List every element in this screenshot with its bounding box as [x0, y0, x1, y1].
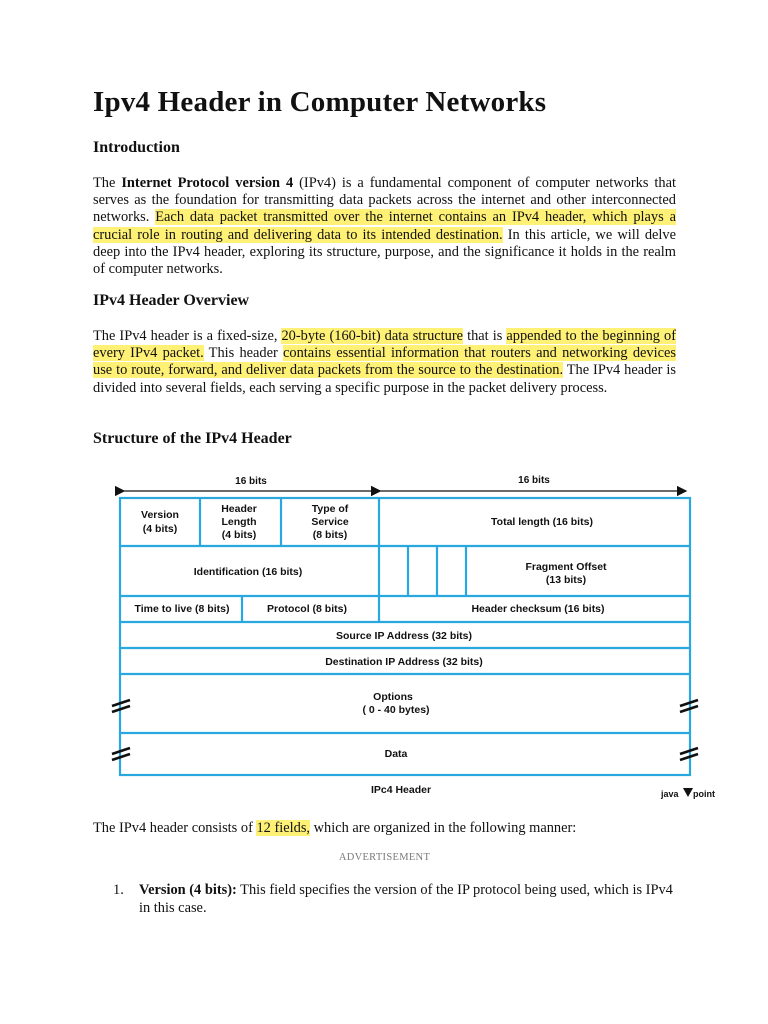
type-of-service-bits: (8 bits): [312, 529, 348, 541]
version-label: Version: [141, 509, 179, 521]
logo-text: java: [661, 789, 679, 799]
page-title: Ipv4 Header in Computer Networks: [93, 86, 547, 118]
identification-label: Identification (16 bits): [193, 566, 303, 578]
logo-text: point: [693, 789, 715, 799]
overview-paragraph: The IPv4 header is a fixed-size, 20-byte (160-bit) data structure that is appended to the beginning of every IPv4 packet. This header contains essential information that routers and networking devices use to route, forward, and deliver data packets from the source to the destination. The IPv4 header is divided into several fields, each serving a specific purpose in the packet delivery process.: [93, 328, 676, 396]
type-of-service-label: Type of: [311, 503, 349, 515]
fragment-offset-bits: (13 bits): [545, 574, 587, 586]
data-label: Data: [384, 748, 408, 760]
highlight: 20-byte (160-bit) data structure: [281, 328, 464, 344]
ttl-label: Time to live (8 bits): [134, 603, 230, 615]
type-of-service-label: Service: [311, 516, 349, 528]
advertisement-label: ADVERTISEMENT: [338, 852, 431, 863]
header-checksum-label: Header checksum (16 bits): [471, 603, 605, 615]
highlight: Each data packet transmitted over the internet contains an IPv4 header, which plays a crucial role in routing and delivering data to its intended destination.: [93, 209, 676, 243]
bits-label-left: 16 bits: [235, 476, 267, 487]
bits-label-right: 16 bits: [518, 475, 550, 486]
list-item: 1. Version (4 bits): This field specifies the version of the IP protocol being used, which is IPv4 in this case.: [113, 882, 673, 916]
logo-triangle-icon: [683, 788, 693, 797]
introduction-heading: Introduction: [93, 139, 180, 156]
highlight: contains essential information that routers and networking devices use to route, forward, and deliver data packets from the source to the destination.: [93, 345, 676, 379]
highlight: appended to the beginning of every IPv4 packet.: [93, 328, 676, 362]
version-bits: (4 bits): [142, 523, 178, 535]
fields-sentence: The IPv4 header consists of 12 fields, which are organized in the following manner:: [93, 820, 577, 836]
total-length-label: Total length (16 bits): [491, 516, 593, 528]
options-size: ( 0 - 40 bytes): [362, 704, 430, 716]
destination-address-label: Destination IP Address (32 bits): [325, 656, 483, 668]
structure-heading: Structure of the IPv4 Header: [93, 430, 292, 447]
protocol-label: Protocol (8 bits): [267, 603, 347, 615]
ipv4-header-diagram: [108, 468, 728, 808]
header-length-bits: (4 bits): [221, 529, 257, 541]
javatpoint-logo: [660, 788, 715, 799]
overview-heading: IPv4 Header Overview: [93, 292, 250, 309]
introduction-paragraph: The Internet Protocol version 4 (IPv4) is a fundamental component of computer networks that serves as the foundation for transmitting data packets across the internet and other interconnected networks. Each data packet transmitted over the internet contains an IPv4 header, which plays a crucial role in routing and delivering data to its intended destination. In this article, we will delve deep into the IPv4 header, exploring its structure, purpose, and the significance it holds in the realm of computer networks.: [93, 175, 676, 278]
diagram-caption: IPc4 Header: [370, 784, 432, 796]
field-list: [113, 882, 673, 917]
options-label: Options: [373, 691, 413, 703]
header-length-label: Length: [221, 516, 257, 528]
header-length-label: Header: [221, 503, 257, 515]
highlight: 12 fields,: [256, 820, 311, 836]
source-address-label: Source IP Address (32 bits): [336, 630, 472, 642]
fragment-offset-label: Fragment Offset: [525, 561, 607, 573]
